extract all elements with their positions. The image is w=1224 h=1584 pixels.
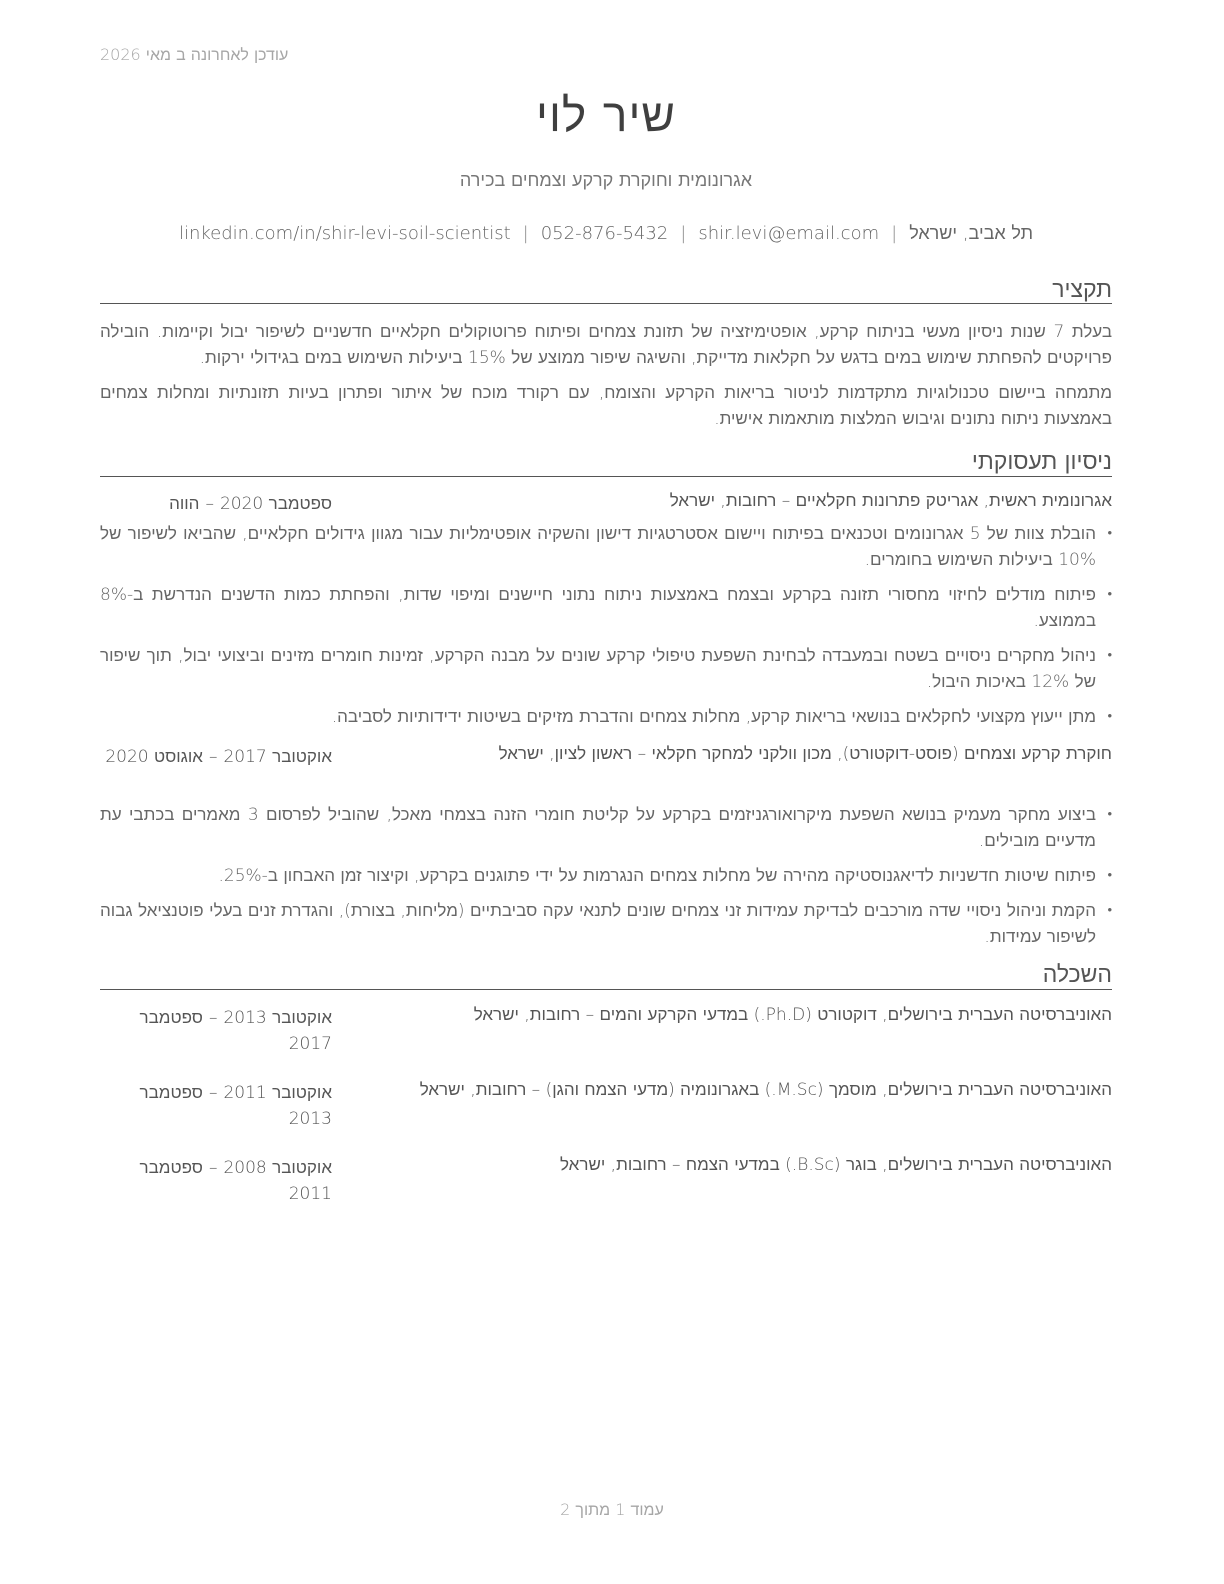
degree-title: האוניברסיטה העברית בירושלים, מוסמך (M.Sc.) באגרונומיה (מדעי הצמח והגן) – רחובות, ישראל <box>419 1080 1112 1100</box>
degree-title: האוניברסיטה העברית בירושלים, דוקטורט (Ph.D.) במדעי הקרקע והמים – רחובות, ישראל <box>473 1005 1112 1025</box>
date-start: אוקטובר 2011 <box>223 1083 332 1103</box>
education-item <box>100 1080 1112 1129</box>
list-item: • פיתוח מודלים לחיזוי מחסורי תזונה בקרקע ובצמח באמצעות ניתוח נתוני חיישנים ומיפוי שדות, והפחתת כמות הדשנים הנדרשת ב-8% בממוצע. <box>100 582 1112 634</box>
date-end: ספטמבר 2013 <box>139 1083 332 1129</box>
role-title: אגרונומית ראשית, אגריטק פתרונות חקלאיים – רחובות, ישראל <box>669 491 1112 511</box>
degree-title: האוניברסיטה העברית בירושלים, בוגר (B.Sc.) במדעי הצמח – רחובות, ישראל <box>560 1155 1112 1175</box>
section-title-education: השכלה <box>1042 962 1112 988</box>
last-updated: עודכן לאחרונה ב מאי 2026 <box>100 45 289 64</box>
summary-paragraph: בעלת 7 שנות ניסיון מעשי בניתוח קרקע, אופטימיזציה של תזונת צמחים ופיתוח פרוטוקולים חקלאיים חדשניים לשיפור יבול וקיימות. הובילה פרויקטים להפחתת שימוש במים בדגש על חקלאות מדייקת, והשיגה שיפור ממוצע של 15% ביעילות השימוש במים בגידולי ירקות. <box>100 322 1113 368</box>
degree-dates: אוקטובר 2011–ספטמבר 2013 <box>139 1083 332 1129</box>
page-number: עמוד 1 מתוך 2 <box>560 1500 664 1519</box>
contact-email[interactable]: shir.levi@email.com <box>698 223 880 244</box>
section-divider <box>100 989 1112 990</box>
experience-role-header <box>100 744 1112 770</box>
list-item: • ניהול מחקרים ניסויים בשטח ובמעבדה לבחינת השפעת טיפולי קרקע שונים על מבנה הקרקע, זמינות חומרים מזינים וביצועי יבול, תוך שיפור של 12% באיכות היבול. <box>100 643 1112 695</box>
education-item <box>100 1155 1112 1204</box>
role-dates: ספטמבר 2020–הווה <box>169 494 332 514</box>
contact-separator: | <box>522 223 529 244</box>
degree-dates: אוקטובר 2008–ספטמבר 2011 <box>139 1158 332 1204</box>
list-item: • הובלת צוות של 5 אגרונומים וטכנאים בפיתוח ויישום אסטרטגיות דישון והשקיה אופטימליות עבור מגוון גידולים חקלאיים, שהביאו לשיפור של 10% ביעילות השימוש בחומרים. <box>100 521 1112 573</box>
contact-separator: | <box>680 223 687 244</box>
summary-paragraph: מתמחה ביישום טכנולוגיות מתקדמות לניטור בריאות הקרקע והצומח, עם רקורד מוכח של איתור ופתרון בעיות תזונתיות ומחלות צמחים באמצעות ניתוח נתונים וגיבוש המלצות מותאמות אישית. <box>100 383 1112 429</box>
degree-dates: אוקטובר 2013–ספטמבר 2017 <box>139 1008 332 1054</box>
experience-role-header <box>100 491 1112 517</box>
list-item: • הקמת וניהול ניסויי שדה מורכבים לבדיקת עמידות זני צמחים שונים לתנאי עקה סביבתיים (מליחות, בצורת), והגדרת זנים בעלי פוטנציאל גבוה לשיפור עמידות. <box>100 898 1112 950</box>
education-item <box>100 1005 1112 1054</box>
list-item: • ביצוע מחקר מעמיק בנושא השפעת מיקרואורגניזמים בקרקע על קליטת חומרי הזנה בצמחי מאכל, שהוביל לפרסום 3 מאמרים בכתבי עת מדעיים מובילים. <box>100 802 1112 854</box>
date-end: ספטמבר 2011 <box>139 1158 332 1204</box>
section-divider <box>100 303 1112 304</box>
list-item: • פיתוח שיטות חדשניות לדיאגנוסטיקה מהירה של מחלות צמחים הנגרמות על ידי פתוגנים בקרקע, וקיצור זמן האבחון ב-25%. <box>100 863 1112 889</box>
role-bullets <box>100 802 1112 959</box>
date-end: ספטמבר 2017 <box>139 1008 332 1054</box>
date-start: אוקטובר 2013 <box>223 1008 332 1028</box>
date-start: אוקטובר 2017 <box>223 747 332 767</box>
role-bullets <box>100 521 1112 739</box>
section-title-experience: ניסיון תעסוקתי <box>971 449 1112 475</box>
contact-phone[interactable]: 052-876-5432 <box>540 223 669 244</box>
date-start: אוקטובר 2008 <box>223 1158 332 1178</box>
section-title-summary: תקציר <box>1052 277 1112 303</box>
contact-location: תל אביב, ישראל <box>909 223 1034 244</box>
contact-linkedin[interactable]: linkedin.com/in/shir-levi-soil-scientist <box>178 223 511 244</box>
date-end: אוגוסט 2020 <box>105 747 203 767</box>
resume-page <box>100 0 1112 1584</box>
date-end: הווה <box>169 494 200 514</box>
list-item: • מתן ייעוץ מקצועי לחקלאים בנושאי בריאות קרקע, מחלות צמחים והדברת מזיקים בשיטות ידידותיות לסביבה. <box>100 704 1112 730</box>
candidate-name: שיר לוי <box>536 88 676 142</box>
contact-separator: | <box>891 223 898 244</box>
role-dates: אוקטובר 2017–אוגוסט 2020 <box>105 747 332 767</box>
role-title: חוקרת קרקע וצמחים (פוסט-דוקטורט), מכון וולקני למחקר חקלאי – ראשון לציון, ישראל <box>498 744 1112 764</box>
date-start: ספטמבר 2020 <box>219 494 332 514</box>
candidate-headline: אגרונומית וחוקרת קרקע וצמחים בכירה <box>459 170 753 191</box>
contact-line <box>100 223 1112 244</box>
section-divider <box>100 476 1112 477</box>
